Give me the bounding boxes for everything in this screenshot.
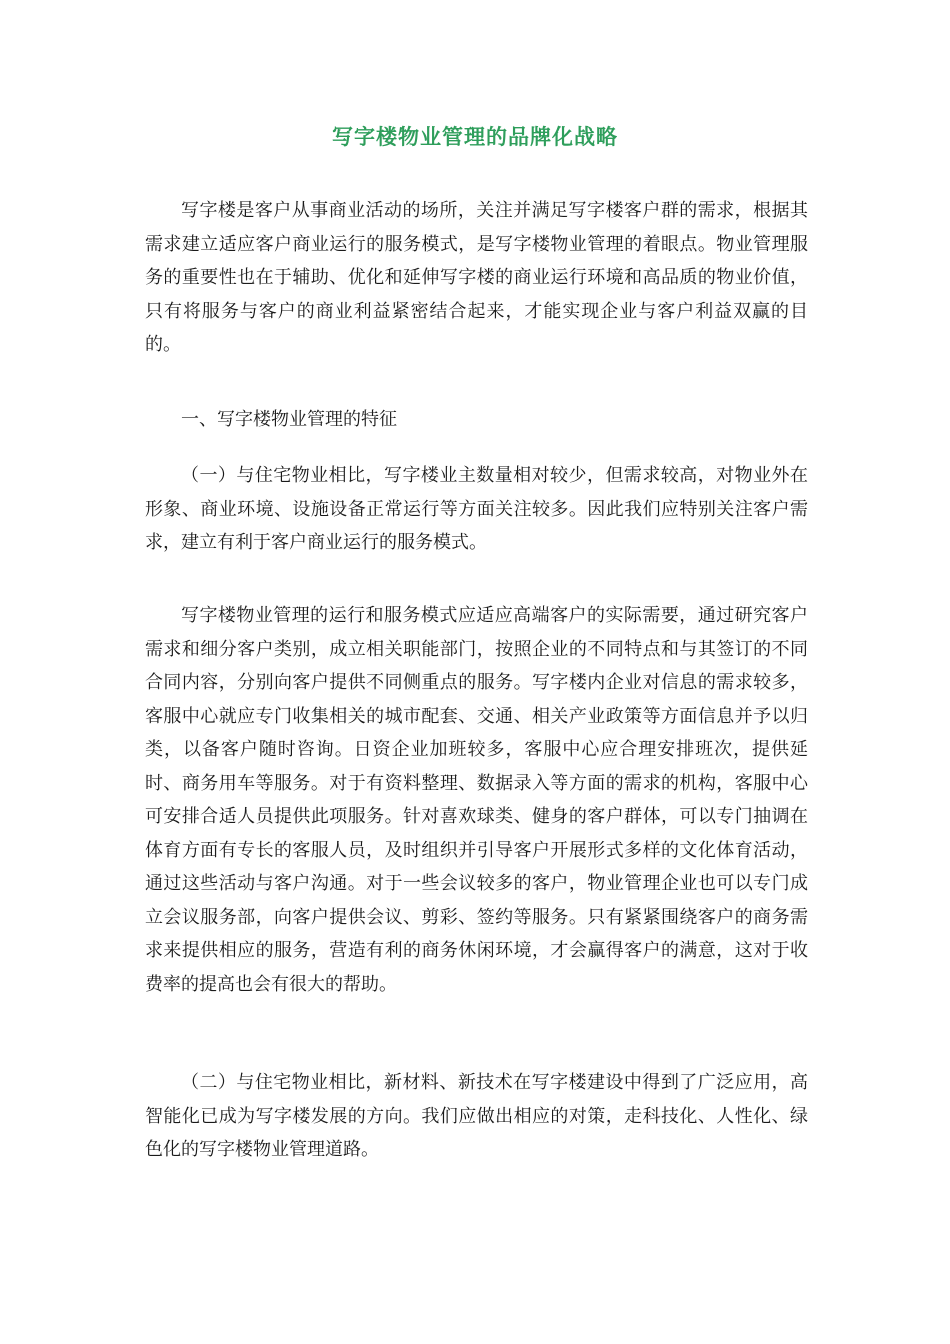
intro-paragraph: 写字楼是客户从事商业活动的场所，关注并满足写字楼客户群的需求，根据其需求建立适应客户商业运行的服务模式，是写字楼物业管理的着眼点。物业管理服务的重要性也在于辅助、优化和延伸写字楼的商业运行环境和高品质的物业价值，只有将服务与客户的商业利益紧密结合起来，才能实现企业与客户利益双赢的目的。 (145, 200, 808, 355)
section-heading: 一、写字楼物业管理的特征 (181, 409, 397, 430)
service-model-paragraph: 写字楼物业管理的运行和服务模式应适应高端客户的实际需要，通过研究客户需求和细分客户类别，成立相关职能部门，按照企业的不同特点和与其签订的不同合同内容，分别向客户提供不同侧重点的服务。写字楼内企业对信息的需求较多，客服中心就应专门收集相关的城市配套、交通、相关产业政策等方面信息并予以归类，以备客户随时咨询。日资企业加班较多，客服中心应合理安排班次，提供延时、商务用车等服务。对于有资料整理、数据录入等方面的需求的机构，客服中心可安排合适人员提供此项服务。针对喜欢球类、健身的客户群体，可以专门抽调在体育方面有专长的客服人员，及时组织并引导客户开展形式多样的文化体育活动，通过这些活动与客户沟通。对于一些会议较多的客户，物业管理企业也可以专门成立会议服务部，向客户提供会议、剪彩、签约等服务。只有紧紧围绕客户的商务需求来提供相应的服务，营造有利的商务休闲环境，才会赢得客户的满意，这对于收费率的提高也会有很大的帮助。 (145, 605, 808, 995)
subsection-1-paragraph: （一）与住宅物业相比，写字楼业主数量相对较少，但需求较高，对物业外在形象、商业环境、设施设备正常运行等方面关注较多。因此我们应特别关注客户需求，建立有利于客户商业运行的服务模式。 (145, 465, 808, 553)
document-title: 写字楼物业管理的品牌化战略 (332, 124, 618, 149)
subsection-2-paragraph: （二）与住宅物业相比，新材料、新技术在写字楼建设中得到了广泛应用，高智能化已成为写字楼发展的方向。我们应做出相应的对策，走科技化、人性化、绿色化的写字楼物业管理道路。 (145, 1072, 808, 1160)
